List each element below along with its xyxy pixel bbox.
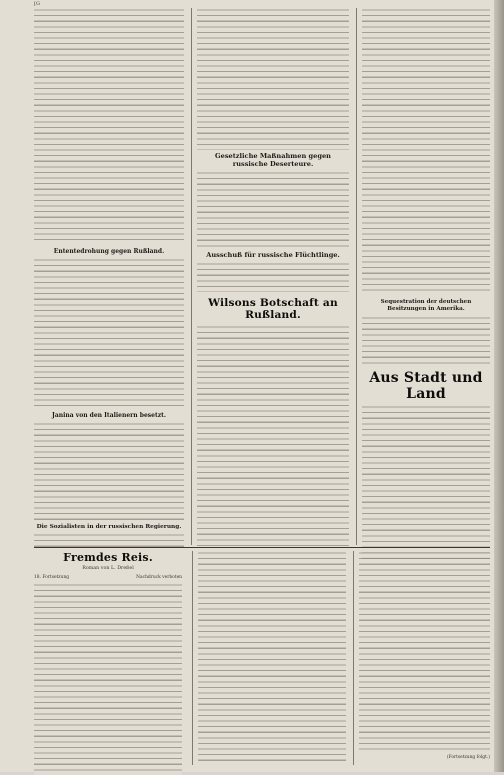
text-block xyxy=(362,8,490,295)
heading-entente: Ententedrohung gegen Rußland. xyxy=(53,248,165,255)
column-rule xyxy=(191,8,192,545)
heading-massnahmen: Gesetzliche Maßnahmen gegen russische Deserteure. xyxy=(215,152,331,168)
heading-wilson: Wilsons Botschaft an Rußland. xyxy=(208,297,338,321)
heading-ausschuss: Ausschuß für russische Flüchtlinge. xyxy=(206,251,340,259)
feuilleton-title: Fremdes Reis. xyxy=(63,551,153,564)
text-block xyxy=(359,551,490,751)
chapter-number: 18. Fortsetzung xyxy=(34,574,70,580)
column-2 xyxy=(197,8,349,548)
feuilleton-rule xyxy=(34,547,490,548)
column-rule xyxy=(353,551,354,765)
text-block xyxy=(198,551,346,765)
column-rule xyxy=(356,8,357,545)
text-block xyxy=(362,316,490,366)
text-block xyxy=(34,533,184,547)
text-block xyxy=(34,583,182,775)
feuilleton-column-3 xyxy=(359,551,490,761)
feuilleton-subtitle: Roman von L. Dreßel xyxy=(82,566,134,571)
text-block xyxy=(197,171,349,247)
feuilleton-column-2 xyxy=(198,551,346,765)
feuilleton-chapter xyxy=(34,575,182,581)
text-block xyxy=(197,8,349,150)
column-rule xyxy=(192,551,193,765)
text-block xyxy=(34,422,184,520)
text-block xyxy=(34,8,184,244)
page-top-label: [G xyxy=(34,1,40,7)
text-block xyxy=(34,258,184,408)
feuilleton-continuation: (Fortsetzung folgt.) xyxy=(446,755,490,760)
reprint-notice: Nachdruck verboten xyxy=(136,574,182,580)
heading-sequestration: Sequestration der deutschen Besitzungen in Amerika. xyxy=(380,299,472,312)
feuilleton-column-1 xyxy=(34,551,182,775)
heading-janina: Janina von den Italienern besetzt. xyxy=(52,412,166,419)
column-1 xyxy=(34,8,184,547)
heading-stadt-und-land: Aus Stadt und Land xyxy=(369,370,483,402)
heading-sozialisten: Die Sozialisten in der russischen Regierung. xyxy=(36,524,182,530)
page-edge xyxy=(494,0,504,772)
text-block xyxy=(197,262,349,292)
text-block xyxy=(362,405,490,561)
text-block xyxy=(197,325,349,548)
column-3 xyxy=(362,8,490,561)
